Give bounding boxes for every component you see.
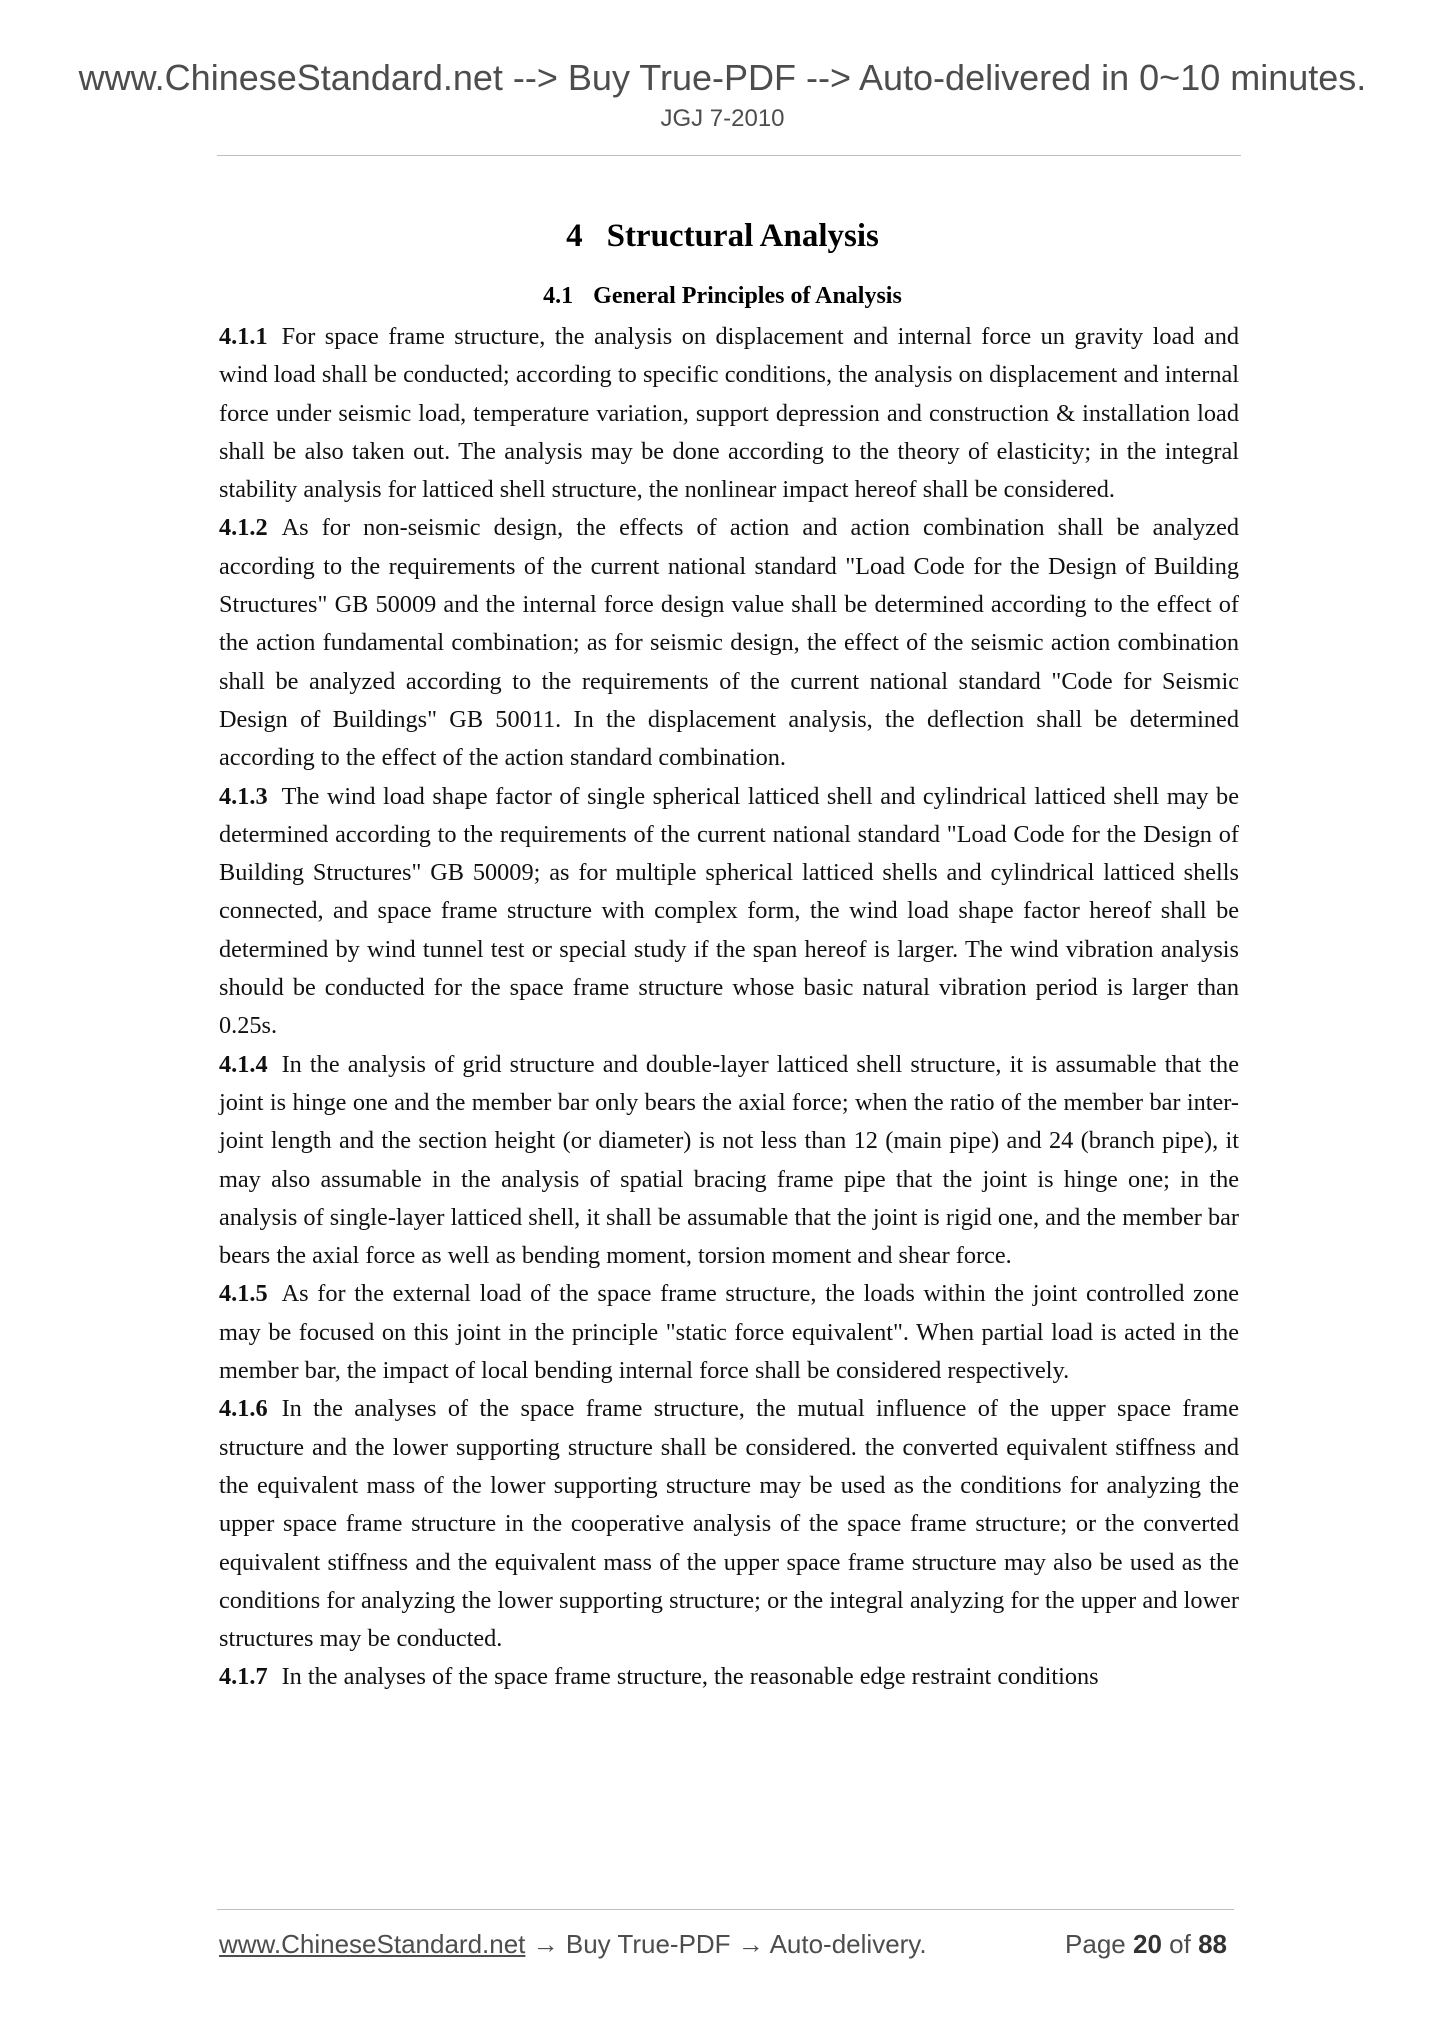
chapter-title [0,214,1445,258]
section-number: 4.1 [543,283,574,309]
clause-text: The wind load shape factor of single spherical latticed shell and cylindrical latticed shell may be determined according to the requirements of the current national standard "Load Code for the Design of Building Structures" GB 50009; as for multiple spherical latticed shells and cylindrical latticed shells connected, and space frame structure with complex form, the wind load shape factor hereof shall be determined by wind tunnel test or special study if the span hereof is larger. The wind vibration analysis should be conducted for the space frame structure whose basic natural vibration period is larger than 0.25s. [219,782,1239,1040]
clause [219,509,1239,777]
clause-number: 4.1.6 [219,1395,268,1423]
clause-text: For space frame structure, the analysis on displacement and internal force un gravity load and wind load shall be conducted; according to specific conditions, the analysis on displacement and internal force under seismic load, temperature variation, support depression and construction & installation load shall be also taken out. The analysis may be done according to the theory of elasticity; in the integral stability analysis for latticed shell structure, the nonlinear impact hereof shall be considered. [219,323,1239,504]
chapter-number: 4 [566,218,583,254]
clause [219,318,1239,509]
standard-code: JGJ 7-2010 [660,105,785,132]
clause [219,1046,1239,1276]
page-header [0,54,1445,136]
page-indicator [1065,1926,1227,1962]
clause [219,1390,1239,1658]
clause-number: 4.1.3 [219,782,268,810]
footer-promo [219,1926,927,1962]
clause-number: 4.1.2 [219,514,268,542]
footer-divider [217,1909,1234,1910]
clause-text: As for non-seismic design, the effects of action and action combination shall be analyzed according to the requirements of the current national standard "Load Code for the Design of Building Structures" GB 50009 and the internal force design value shall be determined according to the effect of the action fundamental combination; as for seismic design, the effect of the seismic action combination shall be analyzed according to the requirements of the current national standard "Code for Seismic Design of Buildings" GB 50011. In the displacement analysis, the deflection shall be determined according to the effect of the action standard combination. [219,514,1239,772]
footer-tagline: → Buy True-PDF → Auto-delivery. [525,1929,927,1959]
header-banner: www.ChineseStandard.net --> Buy True-PDF --> Auto-delivered in 0~10 minutes. [78,57,1367,98]
of-label: of [1169,1929,1191,1959]
chapter-title-text: Structural Analysis [606,218,879,254]
total-pages: 88 [1198,1929,1227,1959]
website-link[interactable]: www.ChineseStandard.net [219,1929,526,1959]
current-page-number: 20 [1133,1929,1162,1959]
clause-text: In the analyses of the space frame structure, the mutual influence of the upper space frame structure and the lower supporting structure shall be considered. the converted equivalent stiffness and the equivalent mass of the lower supporting structure may be used as the conditions for analyzing the upper space frame structure in the cooperative analysis of the space frame structure; or the converted equivalent stiffness and the equivalent mass of the upper space frame structure may also be used as the conditions for analyzing the lower supporting structure; or the integral analyzing for the upper and lower structures may be conducted. [219,1395,1239,1653]
clause-number: 4.1.5 [219,1280,268,1308]
page-label: Page [1065,1929,1126,1959]
clause-text: In the analysis of grid structure and double-layer latticed shell structure, it is assumable that the joint is hinge one and the member bar only bears the axial force; when the ratio of the member bar inter-joint length and the section height (or diameter) is not less than 12 (main pipe) and 24 (branch pipe), it may also assumable in the analysis of spatial bracing frame pipe that the joint is hinge one; in the analysis of single-layer latticed shell, it shall be assumable that the joint is rigid one, and the member bar bears the axial force as well as bending moment, torsion moment and shear force. [219,1050,1239,1270]
body-text [219,318,1239,1697]
clause [219,1275,1239,1390]
clause-number: 4.1.4 [219,1050,268,1078]
clause-text: In the analyses of the space frame structure, the reasonable edge restraint conditions [281,1663,1099,1691]
header-divider [217,155,1241,156]
clause-number: 4.1.7 [219,1663,268,1691]
clause [219,1658,1239,1696]
clause-number: 4.1.1 [219,323,268,350]
clause-text: As for the external load of the space frame structure, the loads within the joint controlled zone may be focused on this joint in the principle "static force equivalent". When partial load is acted in the member bar, the impact of local bending internal force shall be considered respectively. [219,1280,1239,1385]
section-title-text: General Principles of Analysis [593,283,902,309]
clause [219,778,1239,1046]
section-title [0,279,1445,313]
